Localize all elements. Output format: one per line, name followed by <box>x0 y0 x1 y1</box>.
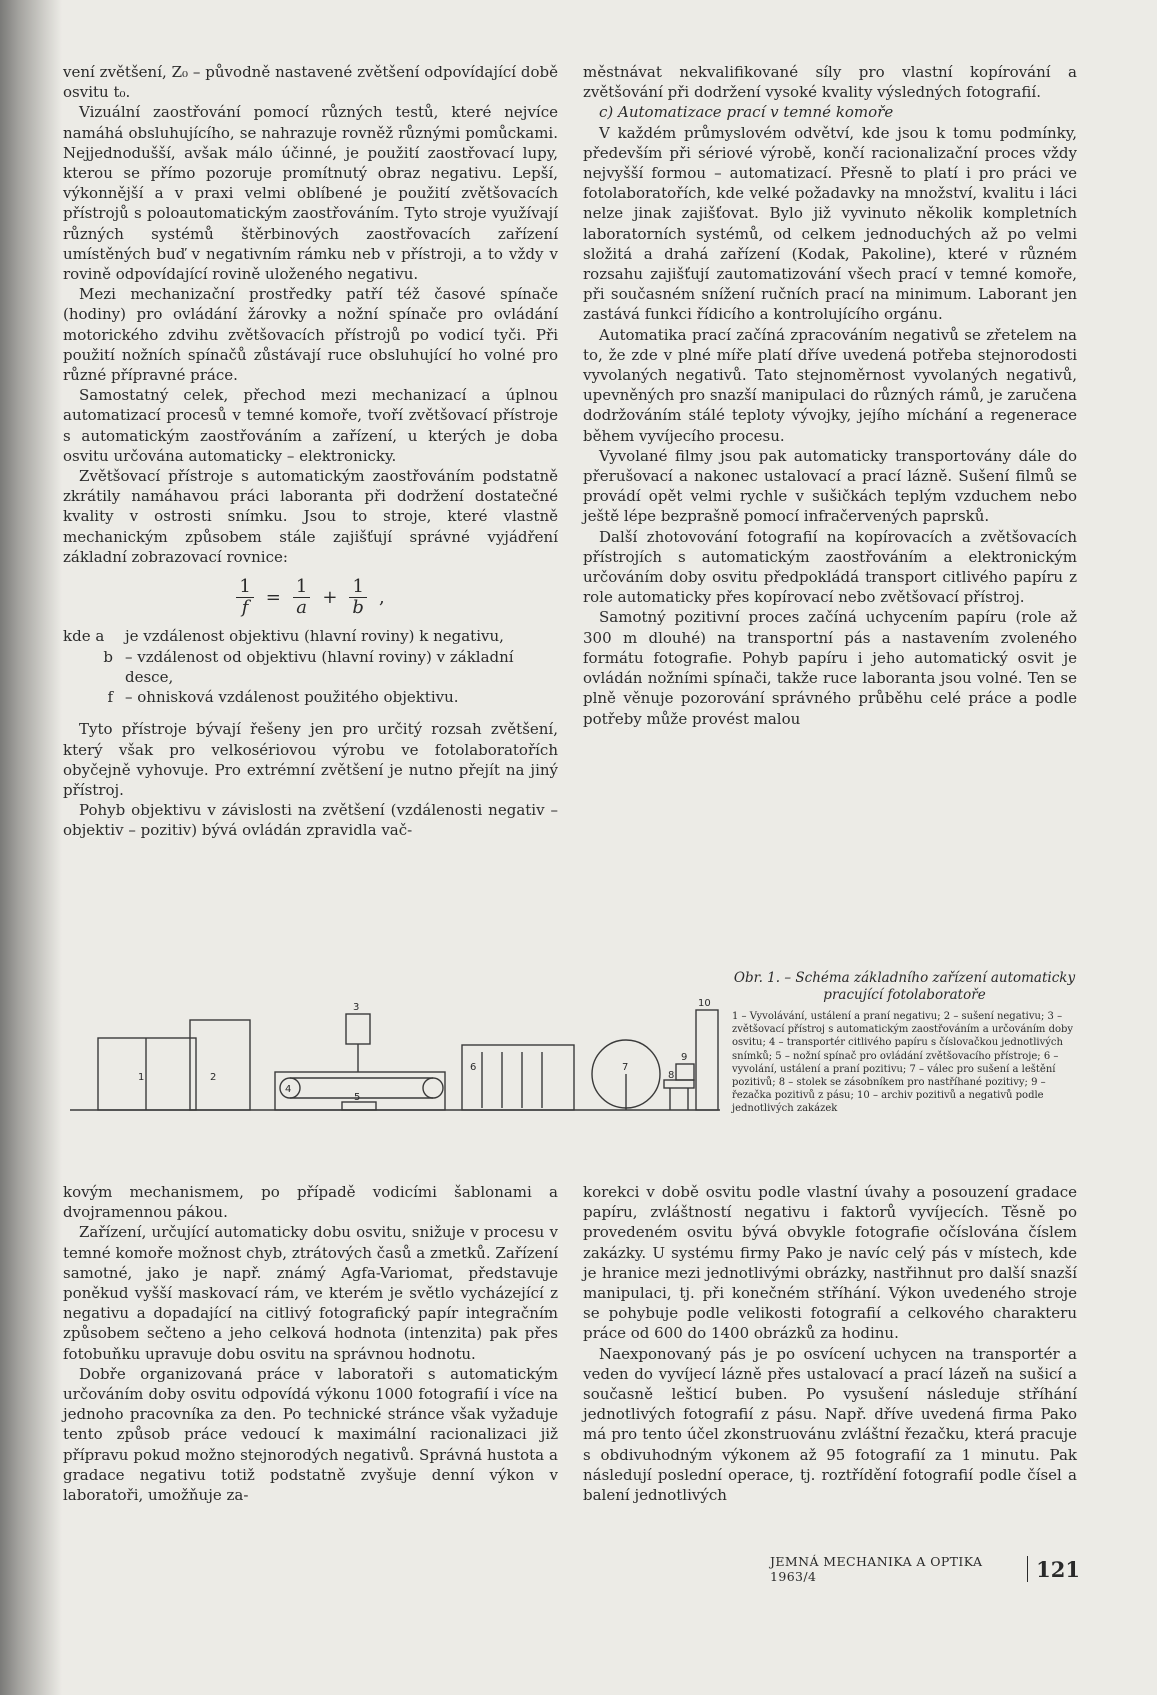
definition-key: b <box>103 647 113 666</box>
denominator-b: b <box>352 597 364 619</box>
paragraph: vení zvětšení, Z₀ – původně nastavené zvětšení odpovídající době osvitu t₀. <box>63 63 558 102</box>
definition-row <box>63 687 558 707</box>
definition-text: – ohnisková vzdálenost použitého objektivu. <box>125 688 459 707</box>
figure-caption-legend: 1 – Vyvolávání, ustálení a praní negativu; 2 – sušení negativu; 3 – zvětšovací přístroj s automatickým zaostřováním a určováním doby osvitu; 4 – transportér citlivého papíru s číslovačkou jednotlivých snímků; 5 – nožní spínač pro ovládání zvětšovacího přístroje; 6 – vyvolání, ustálení a praní pozitivu; 7 – válec pro sušení a leštění pozitivů; 8 – stolek se zásobníkem pro nastříhané pozitivy; 9 – řezačka pozitivů z pásu; 10 – archiv pozitivů a negativů podle jednotlivých zakázek <box>732 1011 1074 1115</box>
paragraph: kovým mechanismem, po případě vodicími šablonami a dvojramennou pákou. <box>63 1183 558 1222</box>
equipment-1-developing-tank <box>98 1038 196 1110</box>
figure-label: 7 <box>622 1062 629 1073</box>
paragraph: Další zhotovování fotografií na kopírovacích a zvětšovacích přístrojích s automatickým zaostřováním a elektronickým určováním doby osvitu předpokládá transport citlivého papíru z role automaticky přes kopírovací nebo zvětšovací přístroj. <box>583 527 1077 607</box>
paragraph: korekci v době osvitu podle vlastní úvahy a posouzení gradace papíru, zvláštností negativu i faktorů vyvíjecích. Těsně po provedeném osvitu bývá obvykle fotografie očíslována číslem zakázky. U systému firmy Pako je navíc celý pás v místech, kde je hranice mezi jednotlivými obrázky, nastřihnut pro další snazší manipulaci, tj. při konečném stříhání. Výkon uvedeného stroje se pohybuje podle velikosti fotografií a celkového charakteru práce od 600 do 1400 obrázků za hodinu. <box>583 1183 1077 1343</box>
paragraph: Automatika prací začíná zpracováním negativů se zřetelem na to, že zde v plné míře platí dříve uvedená potřeba stejnorodosti vyvolaných negativů. Tato stejnoměrnost vyvolaných negativů, upevněných pro snazší manipulaci do různých rámů, je zaručena dodržováním stálé teploty vývojky, jejího míchání a regenerace během vyvíjecího procesu. <box>583 325 1077 445</box>
figure-label: 8 <box>668 1070 675 1081</box>
denominator-a: a <box>296 597 307 619</box>
text-column-top-right <box>583 62 1077 729</box>
paragraph: Pohyb objektivu v závislosti na zvětšení (vzdálenosti negativ – objektiv – pozitiv) bývá ovládán zpravidla vač- <box>63 801 558 840</box>
page-footer <box>770 1555 1080 1583</box>
figure-label: 1 <box>138 1072 145 1083</box>
equipment-3-enlarger <box>346 1014 370 1044</box>
equipment-8-table <box>664 1080 694 1088</box>
paragraph: městnávat nekvalifikované síly pro vlastní kopírování a zvětšování při dodržení vysoké kvality výsledných fotografií. <box>583 63 1077 102</box>
lab-equipment-schematic <box>70 990 720 1140</box>
definition-key: kde a <box>63 627 105 646</box>
paragraph: Zařízení, určující automaticky dobu osvitu, snižuje v procesu v temné komoře možnost chyb, ztrátových časů a zmetků. Zařízení samotné, jako je např. známý Agfa-Variomat, představuje poněkud vyšší maskovací rám, ve kterém je světlo vycházející z negativu a dopadající na citlivý fotografický papír integračním způsobem sečteno a jeho celková hodnota (intenzita) pak přes fotobuňku upravuje dobu osvitu na správnou hodnotu. <box>63 1223 558 1363</box>
figure-caption <box>732 970 1077 1116</box>
section-heading: c) Automatizace prací v temné komoře <box>599 103 894 122</box>
journal-title: JEMNÁ MECHANIKA A OPTIKA 1963/4 <box>770 1554 983 1584</box>
paragraph: Vyvolané filmy jsou pak automaticky transportovány dále do přerušovací a nakonec ustalovací a prací lázně. Sušení filmů se provádí opět velmi rychle v sušičkách teplým vzduchem nebo ještě lépe bezprašně pomocí infračervených paprsků. <box>583 446 1077 526</box>
equipment-10-archive <box>696 1010 718 1110</box>
figure-label: 4 <box>285 1084 292 1095</box>
figure-label: 5 <box>354 1092 361 1103</box>
equipment-2-negative-dryer <box>190 1020 250 1110</box>
paragraph: Mezi mechanizační prostředky patří též časové spínače (hodiny) pro ovládání žárovky a nožní spínače pro ovládání motorického zdvihu zvětšovacích přístrojů po vodicí tyči. Při použití nožních spínačů zůstávají ruce obsluhující ho volné pro různé přípravné práce. <box>63 285 558 385</box>
definition-text: – vzdálenost od objektivu (hlavní roviny) v základní desce, <box>125 647 514 686</box>
variable-definitions <box>63 626 558 707</box>
paragraph: Vizuální zaostřování pomocí různých testů, které nejvíce namáhá obsluhujícího, se nahrazuje rovněž různými pomůckami. Nejjednodušší, avšak málo účinné, je použití zaostřovací lupy, kterou se přímo pozoruje promítnutý obraz negativu. Lepší, výkonnější a v praxi velmi oblíbené je použití zvětšovacích přístrojů s poloautomatickým zaostřováním. Tyto stroje využívají různých systémů štěrbinových zaostřovacích zařízení umístěných buď v negativním rámku neb v přístroji, a to vždy v rovině odpovídající rovině uloženého negativu. <box>63 103 558 284</box>
equipment-6-positive-tank <box>462 1045 574 1110</box>
paragraph: Samostatný celek, přechod mezi mechanizací a úplnou automatizací procesů v temné komoře, tvoří zvětšovací přístroje s automatickým zaostřováním a zařízení, u kterých je doba osvitu určována automaticky – elektronicky. <box>63 386 558 465</box>
paragraph: V každém průmyslovém odvětví, kde jsou k tomu podmínky, především při sériové výrobě, končí racionalizační proces vždy nejvyšší formou – automatizací. Přesně to platí i pro práci ve fotolaboratořích, kde velké požadavky na množství, kvalitu i láci nelze jinak zajišťovat. Bylo již vyvinuto několik kompletních laboratorních systémů, od celkem jednoduchých až po velmi složitá a drahá zařízení (Kodak, Pakoline), které v různém rozsahu zajišťují zautomatizování všech prací v temné komoře, při současném snížení ručních prací na minimum. Laborant jen zastává funkci řídicího a kontrolujícího orgánu. <box>583 123 1077 324</box>
paragraph: Naexponovaný pás je po osvícení uchycen na transportér a veden do vyvíjecí lázně přes ustalovací a prací lázeň na sušicí a současně lešticí buben. Po vysušení následuje stříhání jednotlivých fotografií z pásu. Např. dříve uvedená firma Pako má pro tento účel zkonstruovánu zvláštní řezačku, která pracuje s obdivuhodným výkonem až 95 fotografií za 1 minutu. Pak následují poslední operace, tj. roztřídění fotografií podle čísel a balení jednotlivých <box>583 1344 1077 1505</box>
definition-row <box>63 647 558 687</box>
paragraph: Zvětšovací přístroje s automatickým zaostřováním podstatně zkrátily namáhavou práci laboranta při dodržení dostatečné kvality v ostrosti snímku. Jsou to stroje, které vlastně mechanickým způsobem stále zajišťují správné vyjádření základní zobrazovací rovnice: <box>63 467 558 566</box>
figure-label: 2 <box>210 1072 217 1083</box>
paragraph: Dobře organizovaná práce v laboratoři s automatickým určováním doby osvitu odpovídá výkonu 1000 fotografií i více na jednoho pracovníka za den. Po technické stránce však vyžaduje tento způsob práce vedoucí k maximální racionalizaci již přípravu pokud možno stejnorodých negativů. Správná hustota a gradace negativu totiž podstatně zvyšuje denní výkon v laboratoři, umožňuje za- <box>63 1364 558 1505</box>
page-number: 121 <box>1036 1556 1080 1582</box>
text-column-bottom-left <box>63 1182 558 1505</box>
equipment-9-cutter <box>676 1064 694 1080</box>
paragraph: Samotný pozitivní proces začíná uchycením papíru (role až 300 m dlouhé) na transportní pás a nastavením zvoleného formátu fotografie. Pohyb papíru i jeho automatický osvit je ovládán nožními spínači, takže ruce laboranta jsou volné. Ten se plně věnuje pozorování správného průběhu celé práce a podle potřeby může provést malou <box>583 608 1077 728</box>
figure-label: 10 <box>698 998 711 1009</box>
denominator-f: f <box>241 597 249 619</box>
definition-text: je vzdálenost objektivu (hlavní roviny) k negativu, <box>125 627 504 646</box>
text-column-bottom-right <box>583 1182 1077 1505</box>
figure-label: 6 <box>470 1062 477 1073</box>
numerator: 1 <box>352 576 364 598</box>
numerator: 1 <box>239 576 251 598</box>
lens-equation <box>63 577 558 618</box>
figure-caption-title: Obr. 1. – Schéma základního zařízení automaticky pracující fotolaboratoře <box>733 970 1076 1003</box>
text-column-top-left <box>63 62 558 841</box>
definition-key: f <box>107 688 113 707</box>
numerator: 1 <box>295 576 308 598</box>
page-gutter-shadow <box>0 0 62 1695</box>
footer-divider <box>1027 1556 1028 1582</box>
plus-sign: + <box>322 586 338 608</box>
figure-label: 3 <box>353 1002 360 1013</box>
figure-label: 9 <box>681 1052 688 1063</box>
comma: , <box>378 586 385 608</box>
equipment-5-foot-switch <box>342 1102 376 1110</box>
definition-row <box>63 626 558 646</box>
equals-sign: = <box>265 586 281 608</box>
paragraph: Tyto přístroje bývají řešeny jen pro určitý rozsah zvětšení, který však pro velkosériovou výrobu ve fotolaboratořích obyčejně vyhovuje. Pro extrémní zvětšení je nutno přejít na jiný přístroj. <box>63 720 558 799</box>
